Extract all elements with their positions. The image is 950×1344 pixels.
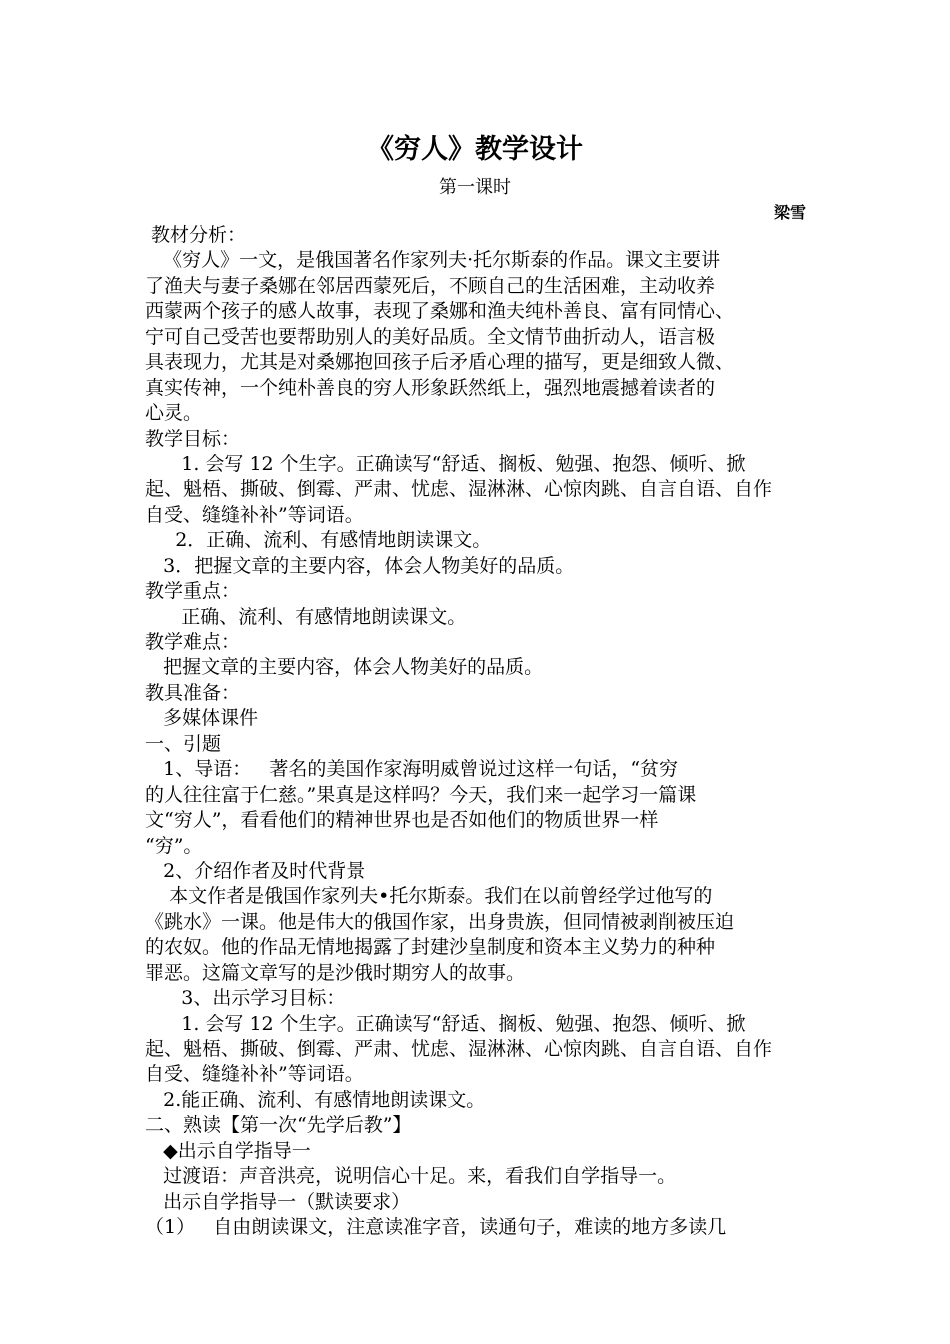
text-line: 真实传神，一个纯朴善良的穷人形象跃然纸上，强烈地震撼着读者的	[145, 376, 716, 399]
text-line: 心灵。	[145, 402, 203, 425]
text-line: 正确、流利、有感情地朗读课文。	[145, 605, 467, 628]
text-line: 3、出示学习目标：	[145, 987, 346, 1010]
text-line: 宁可自己受苦也要帮助别人的美好品质。全文情节曲折动人，语言极	[145, 325, 716, 348]
text-line: 教材分析：	[145, 224, 247, 246]
text-line: 多媒体课件	[145, 707, 259, 730]
text-line: 教学难点：	[145, 631, 241, 653]
text-line: 了渔夫与妻子桑娜在邻居西蒙死后，不顾自己的生活困难，主动收养	[145, 274, 716, 297]
text-line: （1） 自由朗读课文，注意读准字音，读通句子，难读的地方多读几	[145, 1216, 727, 1239]
text-line: 的农奴。他的作品无情地揭露了封建沙皇制度和资本主义势力的种种	[145, 936, 716, 959]
text-line: 1. 会写 12 个生字。正确读写“舒适、搁板、勉强、抱怨、倾听、掀	[145, 452, 746, 475]
text-line: 起、魁梧、撕破、倒霉、严肃、忧虑、湿淋淋、心惊肉跳、自言自语、自作	[145, 478, 773, 501]
text-line: 自受、缝缝补补”等词语。	[145, 503, 364, 526]
text-line: 把握文章的主要内容，体会人物美好的品质。	[145, 656, 544, 679]
text-line: 2.能正确、流利、有感情地朗读课文。	[145, 1088, 486, 1111]
text-line: 罪恶。这篇文章写的是沙俄时期穷人的故事。	[145, 961, 526, 984]
lesson-subtitle: 第一课时	[439, 177, 511, 198]
text-line: 文“穷人”，看看他们的精神世界也是否如他们的物质世界一样	[145, 809, 659, 832]
text-line: 西蒙两个孩子的感人故事，表现了桑娜和渔夫纯朴善良、富有同情心、	[145, 300, 735, 323]
author-name: 梁雪	[773, 203, 806, 222]
text-line: 2．正确、流利、有感情地朗读课文。	[145, 529, 492, 552]
text-line: 《穷人》一文，是俄国著名作家列夫·托尔斯泰的作品。课文主要讲	[145, 249, 721, 272]
text-line: 的人往往富于仁慈。”果真是这样吗？今天，我们来一起学习一篇课	[145, 783, 697, 806]
text-line: 3．把握文章的主要内容，体会人物美好的品质。	[145, 554, 575, 577]
text-line: 本文作者是俄国作家列夫•托尔斯泰。我们在以前曾经学过他写的	[145, 885, 713, 908]
text-line: “穷”。	[145, 834, 203, 857]
text-line: 自受、缝缝补补”等词语。	[145, 1063, 364, 1086]
text-line: 《跳水》一课。他是伟大的俄国作家，出身贵族，但同情被剥削被压迫	[145, 910, 735, 933]
text-line: 教学目标：	[145, 427, 241, 450]
text-line: 出示自学指导一（默读要求）	[145, 1190, 411, 1213]
text-line: 起、魁梧、撕破、倒霉、严肃、忧虑、湿淋淋、心惊肉跳、自言自语、自作	[145, 1038, 773, 1060]
text-line: ◆出示自学指导一	[145, 1139, 311, 1162]
text-line: 一、引题	[145, 732, 222, 755]
document-title: 《穷人》教学设计	[367, 134, 583, 165]
text-line: 过渡语：声音洪亮，说明信心十足。来，看我们自学指导一。	[145, 1165, 677, 1188]
text-line: 2、介绍作者及时代背景	[145, 859, 366, 882]
text-line: 二、熟读【第一次“先学后教”】	[145, 1114, 412, 1137]
text-line: 1. 会写 12 个生字。正确读写“舒适、搁板、勉强、抱怨、倾听、掀	[145, 1012, 746, 1035]
text-line: 教学重点：	[145, 580, 241, 603]
document-body	[145, 223, 813, 1241]
text-line: 具表现力，尤其是对桑娜抱回孩子后矛盾心理的描写，更是细致人微、	[145, 351, 735, 374]
text-line: 1、导语： 著名的美国作家海明威曾说过这样一句话，“贫穷	[145, 758, 679, 781]
text-line: 教具准备：	[145, 681, 241, 704]
